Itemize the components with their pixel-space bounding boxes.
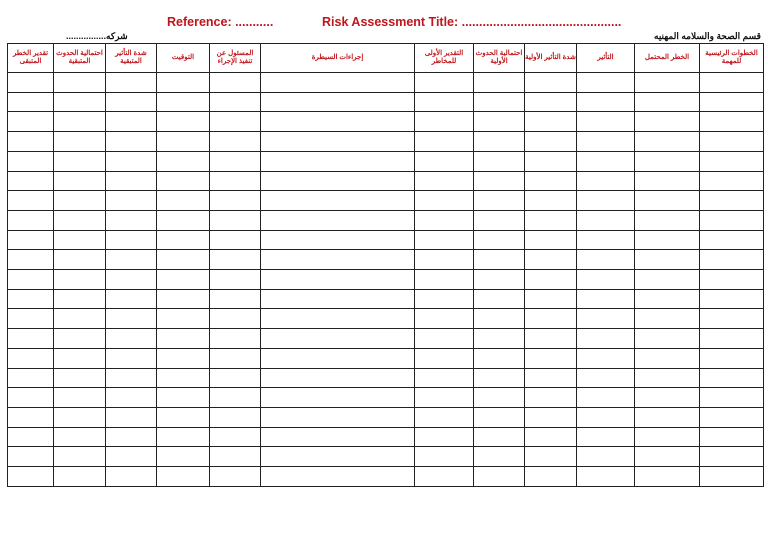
table-cell[interactable] xyxy=(54,92,106,112)
risk-assessment-table xyxy=(7,43,764,487)
table-cell[interactable] xyxy=(700,427,764,447)
table-cell[interactable] xyxy=(700,309,764,329)
table-cell[interactable] xyxy=(474,348,525,368)
table-cell[interactable] xyxy=(8,368,54,388)
table-cell[interactable] xyxy=(525,230,577,250)
table-cell[interactable] xyxy=(157,309,210,329)
table-cell[interactable] xyxy=(577,230,635,250)
table-cell[interactable] xyxy=(635,230,700,250)
table-row xyxy=(8,171,764,191)
table-row xyxy=(8,388,764,408)
table-cell[interactable] xyxy=(54,230,106,250)
table-cell[interactable] xyxy=(635,388,700,408)
table-cell[interactable] xyxy=(635,210,700,230)
table-cell[interactable] xyxy=(474,407,525,427)
table-cell[interactable] xyxy=(210,210,261,230)
table-cell[interactable] xyxy=(157,132,210,152)
table-cell[interactable] xyxy=(106,388,157,408)
table-cell[interactable] xyxy=(261,427,415,447)
table-cell[interactable] xyxy=(577,92,635,112)
table-cell[interactable] xyxy=(577,73,635,93)
table-cell[interactable] xyxy=(54,250,106,270)
table-cell[interactable] xyxy=(635,171,700,191)
table-cell[interactable] xyxy=(157,92,210,112)
table-cell[interactable] xyxy=(157,388,210,408)
table-row xyxy=(8,329,764,349)
table-cell[interactable] xyxy=(261,309,415,329)
table-cell[interactable] xyxy=(474,388,525,408)
table-cell[interactable] xyxy=(157,73,210,93)
table-cell[interactable] xyxy=(8,92,54,112)
table-cell[interactable] xyxy=(577,289,635,309)
table-cell[interactable] xyxy=(474,329,525,349)
table-cell[interactable] xyxy=(106,132,157,152)
reference-label: Reference: ........... xyxy=(167,15,274,29)
table-cell[interactable] xyxy=(525,270,577,290)
column-header: احتمالية الحدوث الأولية xyxy=(474,44,525,73)
table-cell[interactable] xyxy=(106,427,157,447)
table-cell[interactable] xyxy=(525,348,577,368)
table-cell[interactable] xyxy=(635,289,700,309)
table-cell[interactable] xyxy=(261,388,415,408)
table-cell[interactable] xyxy=(635,427,700,447)
table-cell[interactable] xyxy=(157,407,210,427)
table-cell[interactable] xyxy=(415,112,474,132)
table-cell[interactable] xyxy=(474,230,525,250)
table-cell[interactable] xyxy=(261,230,415,250)
table-cell[interactable] xyxy=(106,467,157,487)
table-cell[interactable] xyxy=(700,407,764,427)
table-cell[interactable] xyxy=(415,368,474,388)
table-row xyxy=(8,467,764,487)
table-cell[interactable] xyxy=(415,407,474,427)
table-cell[interactable] xyxy=(106,348,157,368)
table-row xyxy=(8,368,764,388)
table-cell[interactable] xyxy=(261,368,415,388)
table-cell[interactable] xyxy=(157,427,210,447)
table-cell[interactable] xyxy=(210,112,261,132)
table-row xyxy=(8,230,764,250)
column-header: احتمالية الحدوث المتبقية xyxy=(54,44,106,73)
table-cell[interactable] xyxy=(577,112,635,132)
table-cell[interactable] xyxy=(106,210,157,230)
table-cell[interactable] xyxy=(474,210,525,230)
table-cell[interactable] xyxy=(415,329,474,349)
department-label: قسم الصحة والسلامه المهنيه xyxy=(654,31,761,41)
table-cell[interactable] xyxy=(157,191,210,211)
table-cell[interactable] xyxy=(261,191,415,211)
table-cell[interactable] xyxy=(577,171,635,191)
column-header: شدة التأثير المتبقية xyxy=(106,44,157,73)
table-cell[interactable] xyxy=(54,112,106,132)
table-cell[interactable] xyxy=(635,92,700,112)
table-cell[interactable] xyxy=(106,309,157,329)
table-cell[interactable] xyxy=(54,329,106,349)
table-cell[interactable] xyxy=(415,467,474,487)
table-cell[interactable] xyxy=(261,151,415,171)
table-cell[interactable] xyxy=(8,250,54,270)
table-row xyxy=(8,348,764,368)
table-cell[interactable] xyxy=(8,309,54,329)
table-cell[interactable] xyxy=(210,388,261,408)
table-cell[interactable] xyxy=(700,73,764,93)
table-cell[interactable] xyxy=(474,92,525,112)
table-cell[interactable] xyxy=(415,73,474,93)
table-cell[interactable] xyxy=(525,92,577,112)
table-cell[interactable] xyxy=(157,270,210,290)
table-cell[interactable] xyxy=(700,329,764,349)
column-header: شدة التأثير الأولية xyxy=(525,44,577,73)
table-cell[interactable] xyxy=(210,132,261,152)
table-row xyxy=(8,289,764,309)
table-cell[interactable] xyxy=(525,329,577,349)
table-cell[interactable] xyxy=(210,427,261,447)
table-cell[interactable] xyxy=(635,368,700,388)
table-cell[interactable] xyxy=(635,191,700,211)
table-cell[interactable] xyxy=(700,92,764,112)
table-cell[interactable] xyxy=(210,289,261,309)
table-cell[interactable] xyxy=(8,270,54,290)
column-header: المسئول عن تنفيذ الإجراء xyxy=(210,44,261,73)
table-cell[interactable] xyxy=(525,427,577,447)
table-row xyxy=(8,270,764,290)
table-cell[interactable] xyxy=(525,407,577,427)
table-cell[interactable] xyxy=(700,112,764,132)
table-row xyxy=(8,73,764,93)
table-cell[interactable] xyxy=(577,329,635,349)
risk-assessment-title: Risk Assessment Title: .............................................. xyxy=(322,15,622,29)
table-cell[interactable] xyxy=(210,309,261,329)
table-cell[interactable] xyxy=(106,289,157,309)
column-header: تقدير الخطر المتبقى xyxy=(8,44,54,73)
table-cell[interactable] xyxy=(474,151,525,171)
table-cell[interactable] xyxy=(700,388,764,408)
table-row xyxy=(8,447,764,467)
table-cell[interactable] xyxy=(577,151,635,171)
table-cell[interactable] xyxy=(261,447,415,467)
table-cell[interactable] xyxy=(54,388,106,408)
table-row xyxy=(8,250,764,270)
table-cell[interactable] xyxy=(54,467,106,487)
table-cell[interactable] xyxy=(8,151,54,171)
table-row xyxy=(8,151,764,171)
table-row xyxy=(8,132,764,152)
table-row xyxy=(8,407,764,427)
table-cell[interactable] xyxy=(106,270,157,290)
table-cell[interactable] xyxy=(415,210,474,230)
table-cell[interactable] xyxy=(700,210,764,230)
table-cell[interactable] xyxy=(8,329,54,349)
table-cell[interactable] xyxy=(106,250,157,270)
table-cell[interactable] xyxy=(474,427,525,447)
table-cell[interactable] xyxy=(525,112,577,132)
table-cell[interactable] xyxy=(54,210,106,230)
table-cell[interactable] xyxy=(525,467,577,487)
table-cell[interactable] xyxy=(700,191,764,211)
table-cell[interactable] xyxy=(157,348,210,368)
table-cell[interactable] xyxy=(106,407,157,427)
table-cell[interactable] xyxy=(210,467,261,487)
table-cell[interactable] xyxy=(415,132,474,152)
table-cell[interactable] xyxy=(415,388,474,408)
table-cell[interactable] xyxy=(210,447,261,467)
table-cell[interactable] xyxy=(700,132,764,152)
table-cell[interactable] xyxy=(157,151,210,171)
table-cell[interactable] xyxy=(106,191,157,211)
table-cell[interactable] xyxy=(525,191,577,211)
table-cell[interactable] xyxy=(415,447,474,467)
table-cell[interactable] xyxy=(8,388,54,408)
table-cell[interactable] xyxy=(8,447,54,467)
column-header: الخطر المحتمل xyxy=(635,44,700,73)
table-cell[interactable] xyxy=(577,210,635,230)
table-row xyxy=(8,92,764,112)
table-cell[interactable] xyxy=(54,447,106,467)
table-cell[interactable] xyxy=(54,348,106,368)
table-cell[interactable] xyxy=(635,73,700,93)
table-cell[interactable] xyxy=(106,447,157,467)
table-cell[interactable] xyxy=(415,171,474,191)
table-cell[interactable] xyxy=(700,289,764,309)
table-cell[interactable] xyxy=(261,270,415,290)
table-cell[interactable] xyxy=(54,309,106,329)
table-cell[interactable] xyxy=(525,447,577,467)
table-cell[interactable] xyxy=(157,467,210,487)
table-cell[interactable] xyxy=(210,92,261,112)
table-cell[interactable] xyxy=(474,132,525,152)
table-cell[interactable] xyxy=(210,230,261,250)
table-cell[interactable] xyxy=(635,467,700,487)
table-cell[interactable] xyxy=(525,171,577,191)
table-cell[interactable] xyxy=(474,368,525,388)
table-cell[interactable] xyxy=(8,407,54,427)
table-cell[interactable] xyxy=(210,171,261,191)
table-cell[interactable] xyxy=(415,289,474,309)
table-cell[interactable] xyxy=(106,329,157,349)
table-row xyxy=(8,309,764,329)
table-cell[interactable] xyxy=(525,73,577,93)
column-header: إجراءات السيطرة xyxy=(261,44,415,73)
table-cell[interactable] xyxy=(157,289,210,309)
table-cell[interactable] xyxy=(700,270,764,290)
table-header-row xyxy=(8,44,764,73)
table-cell[interactable] xyxy=(54,171,106,191)
table-cell[interactable] xyxy=(525,151,577,171)
table-cell[interactable] xyxy=(8,112,54,132)
table-cell[interactable] xyxy=(54,270,106,290)
table-cell[interactable] xyxy=(210,329,261,349)
table-cell[interactable] xyxy=(210,191,261,211)
table-cell[interactable] xyxy=(525,210,577,230)
table-cell[interactable] xyxy=(415,230,474,250)
table-body xyxy=(8,73,764,487)
table-cell[interactable] xyxy=(157,368,210,388)
table-cell[interactable] xyxy=(635,151,700,171)
table-cell[interactable] xyxy=(635,250,700,270)
table-cell[interactable] xyxy=(157,171,210,191)
table-cell[interactable] xyxy=(635,447,700,467)
table-cell[interactable] xyxy=(210,270,261,290)
table-cell[interactable] xyxy=(261,112,415,132)
table-cell[interactable] xyxy=(261,467,415,487)
table-cell[interactable] xyxy=(577,388,635,408)
table-cell[interactable] xyxy=(635,329,700,349)
table-cell[interactable] xyxy=(261,210,415,230)
table-cell[interactable] xyxy=(54,151,106,171)
table-cell[interactable] xyxy=(106,112,157,132)
table-cell[interactable] xyxy=(415,309,474,329)
table-cell[interactable] xyxy=(577,407,635,427)
table-cell[interactable] xyxy=(106,230,157,250)
table-cell[interactable] xyxy=(577,467,635,487)
table-cell[interactable] xyxy=(210,250,261,270)
table-cell[interactable] xyxy=(261,250,415,270)
table-cell[interactable] xyxy=(157,230,210,250)
table-cell[interactable] xyxy=(474,112,525,132)
table-cell[interactable] xyxy=(577,368,635,388)
table-cell[interactable] xyxy=(210,368,261,388)
table-cell[interactable] xyxy=(54,368,106,388)
table-cell[interactable] xyxy=(700,171,764,191)
company-label: شركه................ xyxy=(66,31,128,41)
table-cell[interactable] xyxy=(700,447,764,467)
table-cell[interactable] xyxy=(210,151,261,171)
table-cell[interactable] xyxy=(415,348,474,368)
table-cell[interactable] xyxy=(577,447,635,467)
table-cell[interactable] xyxy=(525,368,577,388)
table-cell[interactable] xyxy=(474,270,525,290)
table-cell[interactable] xyxy=(8,191,54,211)
table-cell[interactable] xyxy=(525,250,577,270)
table-cell[interactable] xyxy=(8,467,54,487)
table-cell[interactable] xyxy=(210,348,261,368)
table-cell[interactable] xyxy=(8,210,54,230)
table-cell[interactable] xyxy=(8,427,54,447)
table-cell[interactable] xyxy=(8,289,54,309)
table-cell[interactable] xyxy=(577,270,635,290)
column-header: التقدير الأولى للمخاطر xyxy=(415,44,474,73)
table-cell[interactable] xyxy=(474,191,525,211)
table-cell[interactable] xyxy=(635,407,700,427)
table-cell[interactable] xyxy=(8,73,54,93)
table-cell[interactable] xyxy=(415,151,474,171)
table-cell[interactable] xyxy=(577,309,635,329)
table-cell[interactable] xyxy=(474,467,525,487)
table-cell[interactable] xyxy=(54,289,106,309)
table-cell[interactable] xyxy=(700,250,764,270)
table-row xyxy=(8,112,764,132)
table-cell[interactable] xyxy=(577,191,635,211)
table-cell[interactable] xyxy=(474,250,525,270)
table-cell[interactable] xyxy=(210,407,261,427)
column-header: الخطوات الرئيسية للمهمة xyxy=(700,44,764,73)
table-cell[interactable] xyxy=(635,309,700,329)
table-cell[interactable] xyxy=(474,73,525,93)
table-cell[interactable] xyxy=(106,73,157,93)
table-cell[interactable] xyxy=(261,171,415,191)
table-cell[interactable] xyxy=(8,348,54,368)
table-cell[interactable] xyxy=(157,329,210,349)
table-cell[interactable] xyxy=(474,447,525,467)
table-cell[interactable] xyxy=(106,151,157,171)
table-cell[interactable] xyxy=(54,191,106,211)
table-cell[interactable] xyxy=(525,388,577,408)
table-cell[interactable] xyxy=(415,92,474,112)
table-cell[interactable] xyxy=(700,230,764,250)
table-cell[interactable] xyxy=(106,92,157,112)
table-row xyxy=(8,191,764,211)
table-cell[interactable] xyxy=(577,132,635,152)
table-cell[interactable] xyxy=(157,447,210,467)
table-cell[interactable] xyxy=(415,191,474,211)
table-cell[interactable] xyxy=(261,348,415,368)
table-cell[interactable] xyxy=(261,407,415,427)
table-cell[interactable] xyxy=(635,348,700,368)
table-cell[interactable] xyxy=(415,250,474,270)
table-cell[interactable] xyxy=(157,112,210,132)
table-row xyxy=(8,210,764,230)
table-cell[interactable] xyxy=(577,348,635,368)
table-cell[interactable] xyxy=(635,112,700,132)
table-cell[interactable] xyxy=(474,171,525,191)
table-row xyxy=(8,427,764,447)
column-header: التوقيت xyxy=(157,44,210,73)
table-cell[interactable] xyxy=(261,92,415,112)
table-cell[interactable] xyxy=(157,250,210,270)
table-cell[interactable] xyxy=(8,132,54,152)
table-cell[interactable] xyxy=(106,171,157,191)
table-cell[interactable] xyxy=(635,270,700,290)
table-cell[interactable] xyxy=(54,407,106,427)
table-cell[interactable] xyxy=(525,309,577,329)
table-cell[interactable] xyxy=(261,289,415,309)
table-cell[interactable] xyxy=(525,289,577,309)
table-cell[interactable] xyxy=(700,467,764,487)
table-cell[interactable] xyxy=(157,210,210,230)
table-cell[interactable] xyxy=(261,132,415,152)
table-cell[interactable] xyxy=(8,171,54,191)
table-cell[interactable] xyxy=(54,73,106,93)
table-cell[interactable] xyxy=(474,289,525,309)
table-cell[interactable] xyxy=(261,329,415,349)
table-cell[interactable] xyxy=(700,151,764,171)
table-cell[interactable] xyxy=(635,132,700,152)
table-cell[interactable] xyxy=(474,309,525,329)
table-cell[interactable] xyxy=(106,368,157,388)
table-cell[interactable] xyxy=(210,73,261,93)
table-cell[interactable] xyxy=(700,348,764,368)
table-cell[interactable] xyxy=(54,132,106,152)
table-cell[interactable] xyxy=(577,250,635,270)
table-cell[interactable] xyxy=(54,427,106,447)
table-cell[interactable] xyxy=(261,73,415,93)
table-cell[interactable] xyxy=(415,427,474,447)
table-cell[interactable] xyxy=(415,270,474,290)
table-cell[interactable] xyxy=(700,368,764,388)
table-cell[interactable] xyxy=(8,230,54,250)
table-cell[interactable] xyxy=(525,132,577,152)
table-cell[interactable] xyxy=(577,427,635,447)
column-header: التأثير xyxy=(577,44,635,73)
